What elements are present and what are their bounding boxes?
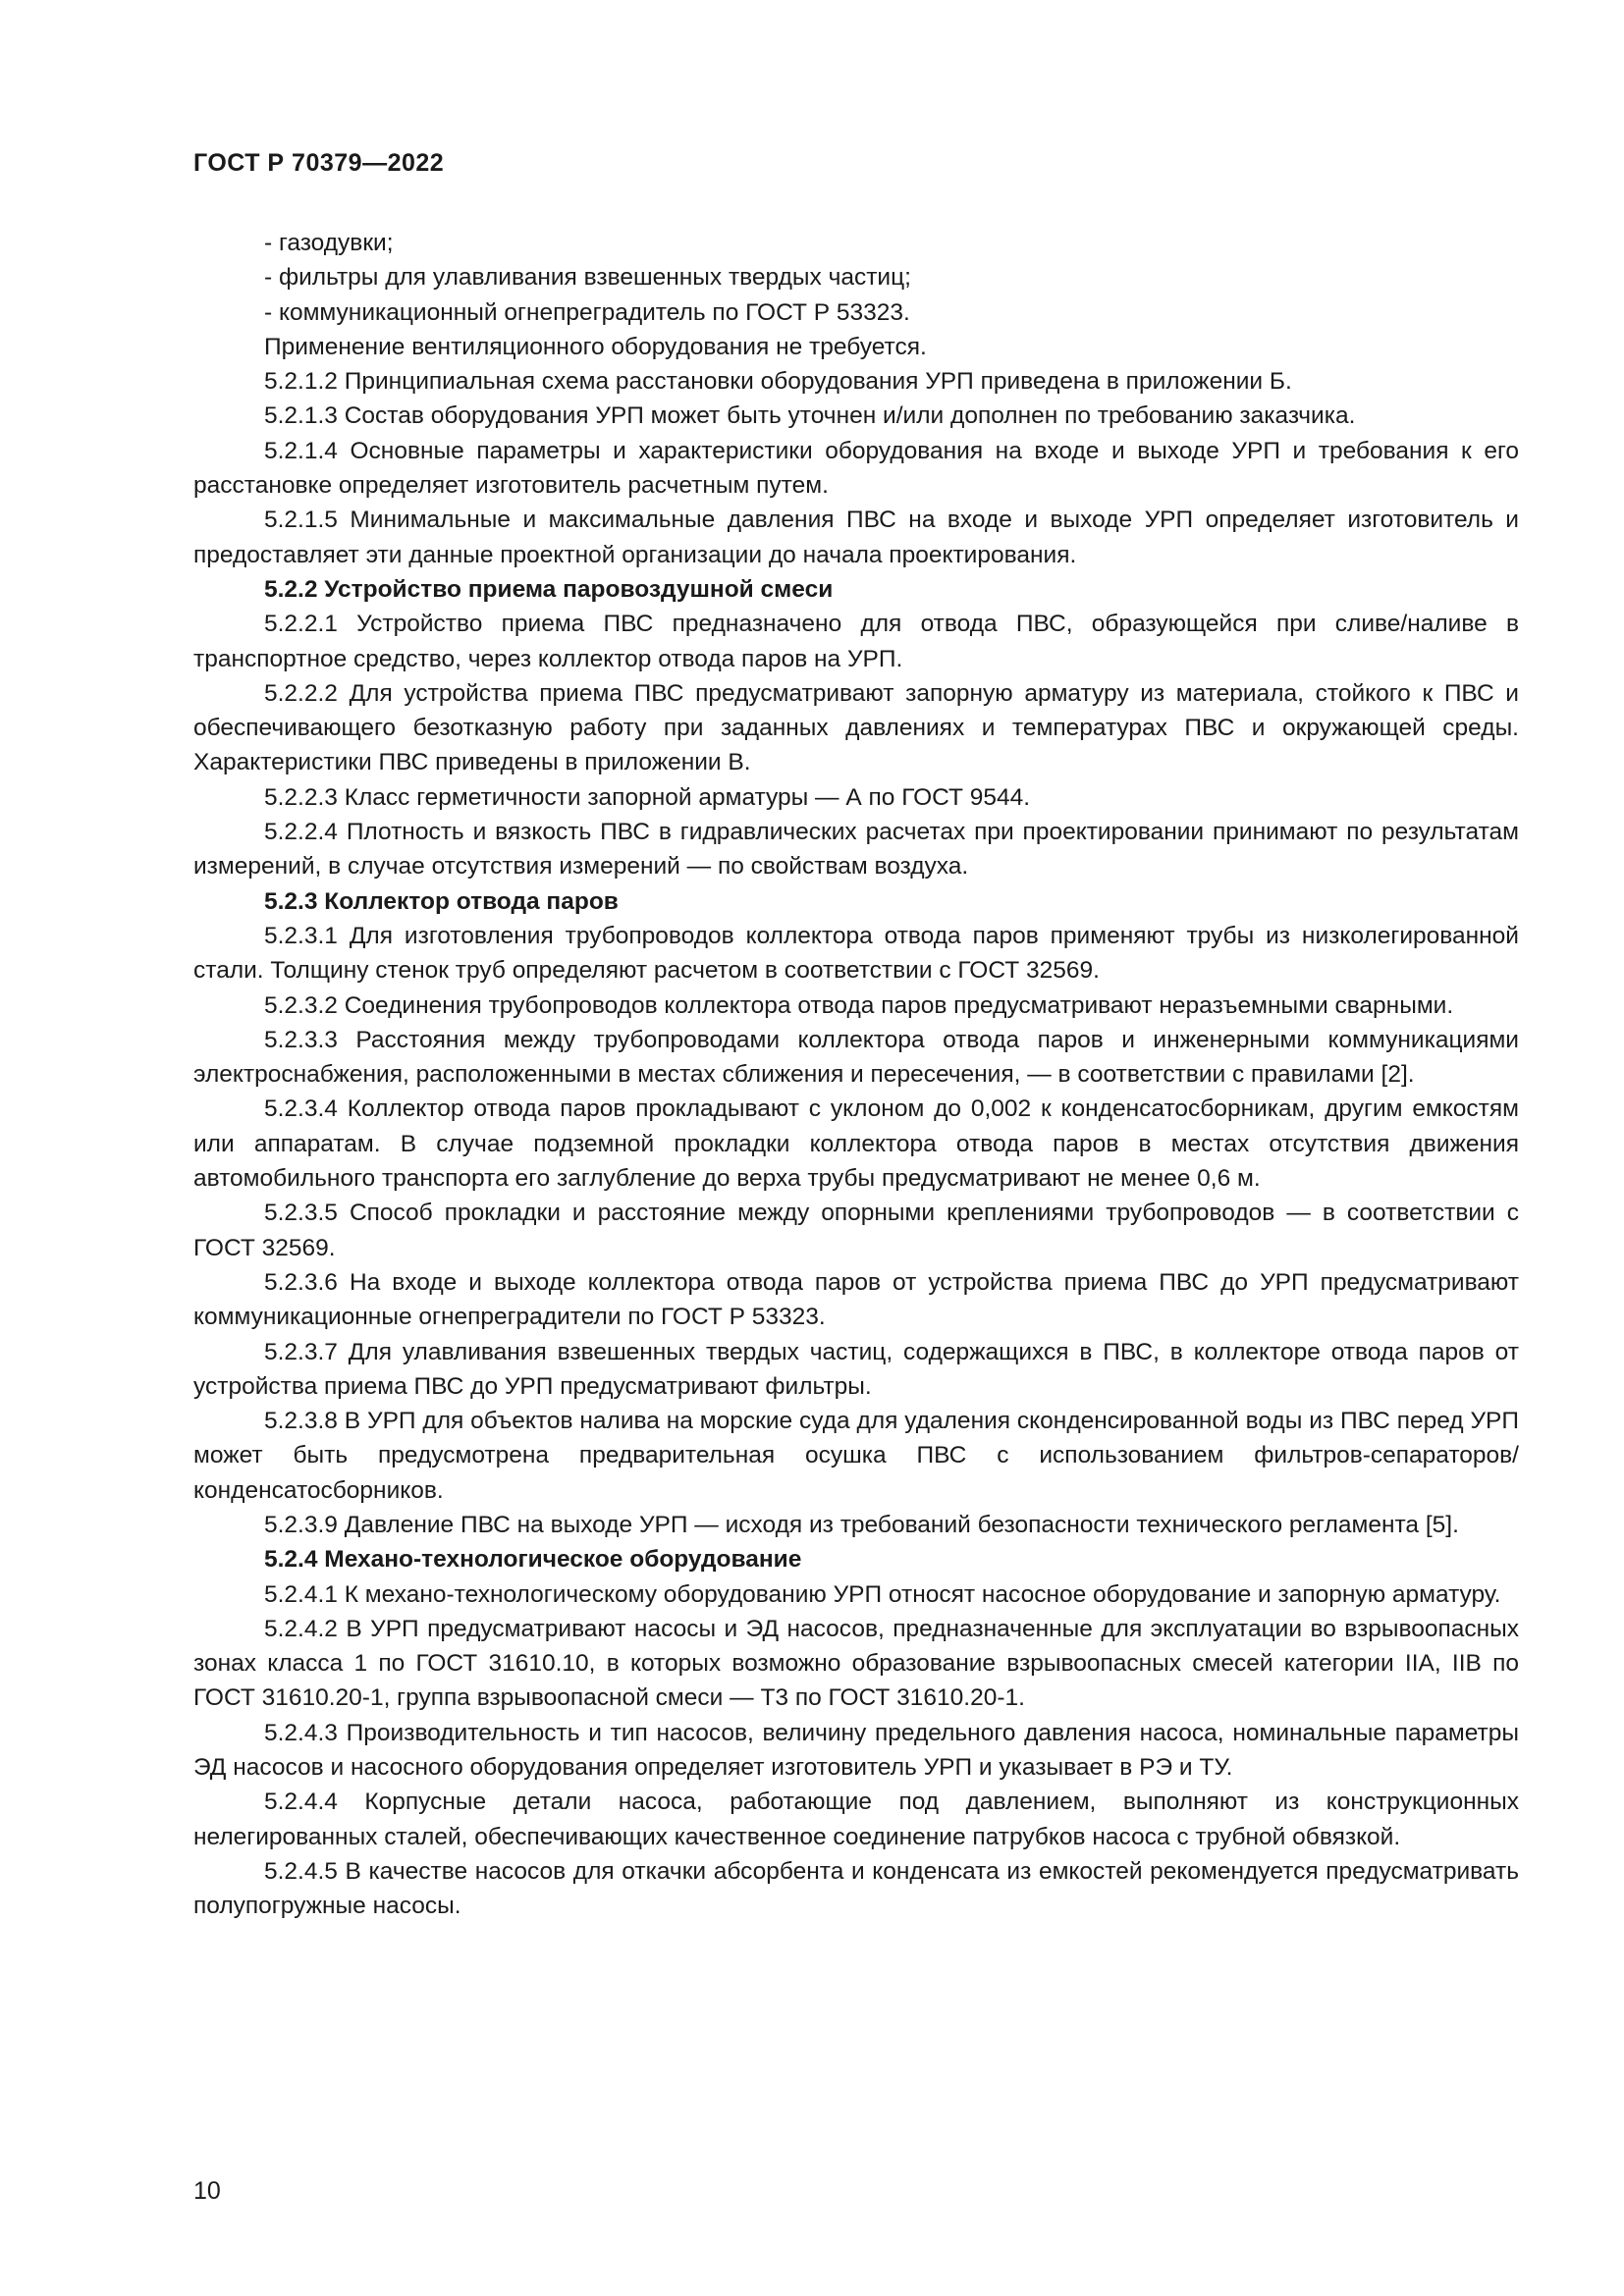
page-number: 10 (193, 2177, 221, 2205)
paragraph: 5.2.4.3 Производительность и тип насосов, величину предельного давления насоса, номинальные параметры ЭД насосов и насосного оборудования определяет изготовитель УРП и указывает в РЭ и ТУ. (193, 1719, 1519, 1782)
list-item: - газодувки; (264, 230, 394, 256)
paragraph: 5.2.2.2 Для устройства приема ПВС предусматривают запорную арматуру из материала, стойкого к ПВС и обеспечивающего безотказную работу при заданных давлениях и температурах ПВС и окружающей среды. Характеристики ПВС приведены в приложении В. (193, 679, 1519, 776)
paragraph: 5.2.2.3 Класс герметичности запорной арматуры — А по ГОСТ 9544. (264, 783, 1031, 811)
paragraph: 5.2.1.2 Принципиальная схема расстановки оборудования УРП приведена в приложении Б. (264, 368, 1292, 396)
paragraph: 5.2.3.5 Способ прокладки и расстояние между опорными креплениями трубопроводов — в соответствии с ГОСТ 32569. (193, 1200, 1519, 1261)
paragraph: 5.2.4.4 Корпусные детали насоса, работающие под давлением, выполняют из конструкционных нелегированных сталей, обеспечивающих качественное соединение патрубков насоса с трубной обвязкой. (193, 1789, 1519, 1850)
paragraph: 5.2.2.4 Плотность и вязкость ПВС в гидравлических расчетах при проектировании принимают по результатам измерений, в случае отсутствия измерений — по свойствам воздуха. (193, 819, 1519, 881)
paragraph: 5.2.2.1 Устройство приема ПВС предназначено для отвода ПВС, образующейся при сливе/наливе в транспортное средство, через коллектор отвода паров на УРП. (193, 611, 1519, 672)
paragraph: 5.2.1.5 Минимальные и максимальные давления ПВС на входе и выходе УРП определяет изготовитель и предоставляет эти данные проектной организации до начала проектирования. (193, 507, 1519, 568)
paragraph: 5.2.1.3 Состав оборудования УРП может быть уточнен и/или дополнен по требованию заказчика. (264, 402, 1356, 430)
section-heading: 5.2.3 Коллектор отвода паров (264, 887, 619, 915)
paragraph: 5.2.3.4 Коллектор отвода паров прокладывают с уклоном до 0,002 к конденсатосборникам, другим емкостям или аппаратам. В случае подземной прокладки коллектора отвода паров в местах отсутствия движения автомобильного транспорта его заглубление до верха трубы предусматривают не менее 0,6 м. (193, 1095, 1519, 1193)
paragraph: 5.2.4.1 К механо-технологическому оборудованию УРП относят насосное оборудование и запорную арматуру. (264, 1580, 1501, 1608)
section-heading: 5.2.2 Устройство приема паровоздушной смеси (264, 575, 834, 603)
section-heading: 5.2.4 Механо-технологическое оборудование (264, 1546, 802, 1574)
paragraph: 5.2.3.8 В УРП для объектов налива на морские суда для удаления сконденсированной воды из ПВС перед УРП может быть предусмотрена предварительная осушка ПВС с использованием фильтров-сепараторов/конденсатосборников. (193, 1408, 1519, 1504)
paragraph: 5.2.4.5 В качестве насосов для откачки абсорбента и конденсата из емкостей рекомендуется предусматривать полупогружные насосы. (193, 1857, 1519, 1920)
paragraph: 5.2.3.9 Давление ПВС на выходе УРП — исходя из требований безопасности технического регламента [5]. (264, 1511, 1459, 1538)
paragraph: Применение вентиляционного оборудования не требуется. (264, 333, 927, 360)
list-item: - коммуникационный огнепреградитель по ГОСТ Р 53323. (264, 298, 910, 326)
list-item: - фильтры для улавливания взвешенных твердых частиц; (264, 264, 911, 292)
document-body (193, 226, 1519, 1924)
paragraph: 5.2.3.6 На входе и выходе коллектора отвода паров от устройства приема ПВС до УРП предусматривают коммуникационные огнепреградители по ГОСТ Р 53323. (193, 1268, 1519, 1331)
document-header: ГОСТ Р 70379—2022 (193, 149, 445, 177)
paragraph: 5.2.1.4 Основные параметры и характеристики оборудования на входе и выходе УРП и требования к его расстановке определяет изготовитель расчетным путем. (193, 437, 1519, 500)
paragraph: 5.2.3.1 Для изготовления трубопроводов коллектора отвода паров применяют трубы из низколегированной стали. Толщину стенок труб определяют расчетом в соответствии с ГОСТ 32569. (193, 922, 1519, 985)
paragraph: 5.2.3.7 Для улавливания взвешенных твердых частиц, содержащихся в ПВС, в коллекторе отвода паров от устройства приема ПВС до УРП предусматривают фильтры. (193, 1338, 1519, 1400)
paragraph: 5.2.3.2 Соединения трубопроводов коллектора отвода паров предусматривают неразъемными сварными. (264, 991, 1454, 1019)
paragraph: 5.2.3.3 Расстояния между трубопроводами коллектора отвода паров и инженерными коммуникациями электроснабжения, расположенными в местах сближения и пересечения, — в соответствии с правилами [2]. (193, 1026, 1519, 1089)
paragraph: 5.2.4.2 В УРП предусматривают насосы и ЭД насосов, предназначенные для эксплуатации во взрывоопасных зонах класса 1 по ГОСТ 31610.10, в которых возможно образование взрывоопасных смесей категории IIA, IIB по ГОСТ 31610.20-1, группа взрывоопасной смеси — Т3 по ГОСТ 31610.20-1. (193, 1615, 1519, 1712)
